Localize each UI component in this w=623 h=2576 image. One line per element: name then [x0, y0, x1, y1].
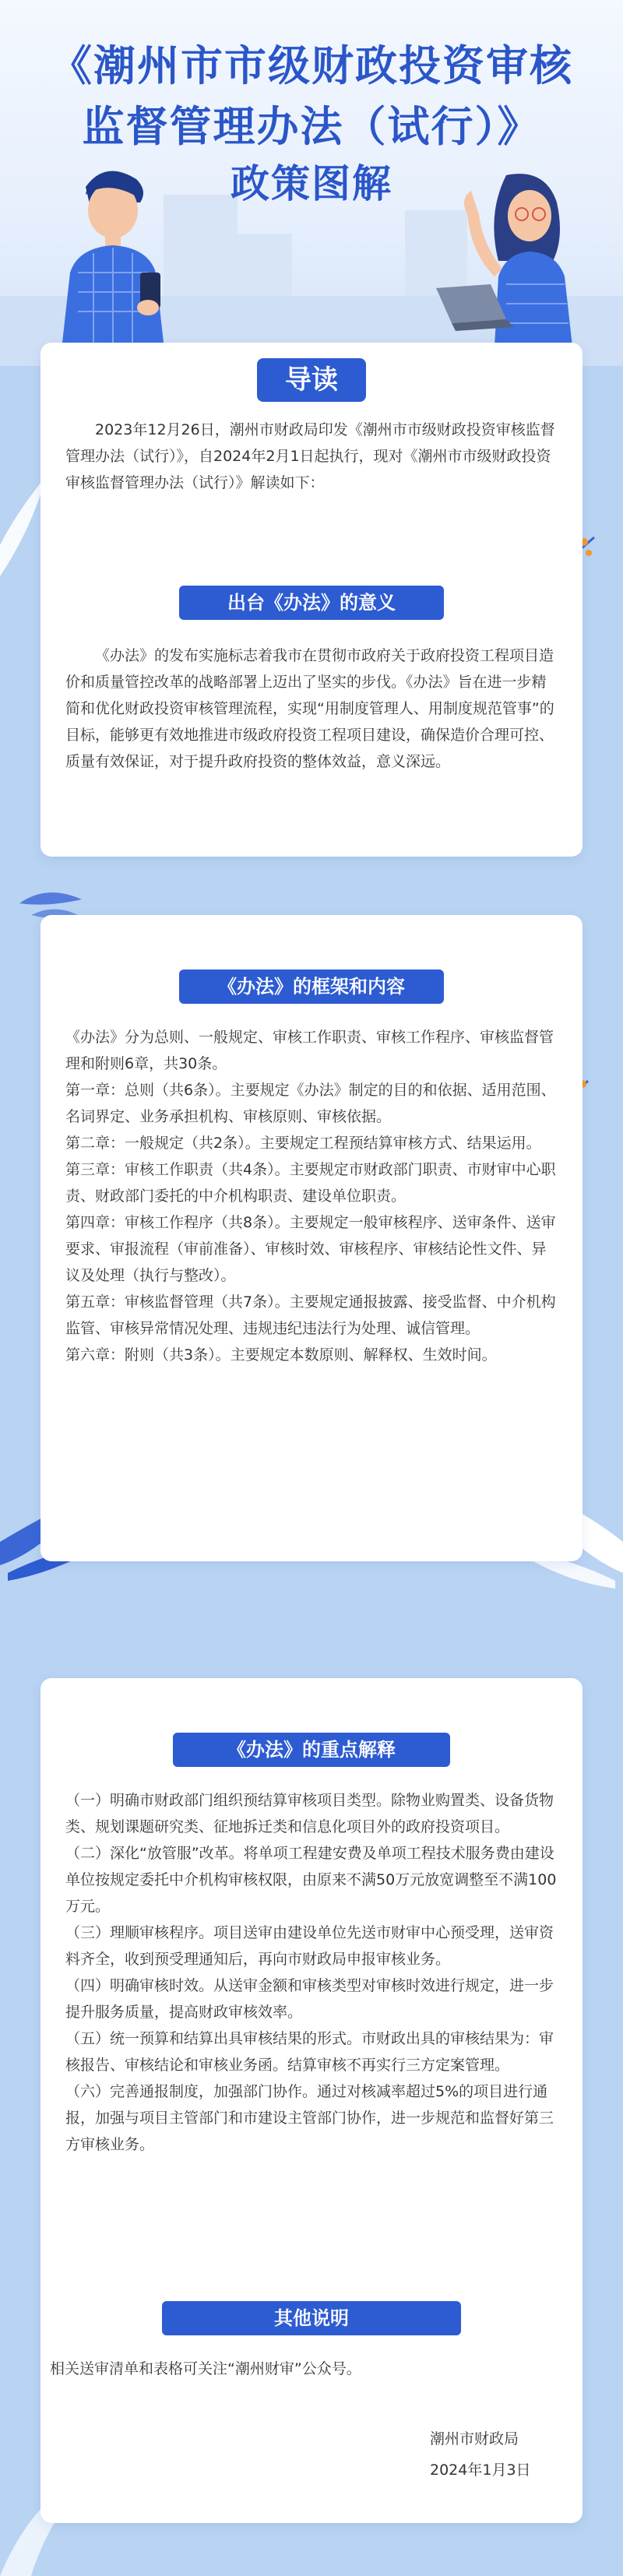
intro-badge: 导读 [257, 358, 366, 402]
title-line-1: 《潮州市市级财政投资审核 [50, 41, 573, 90]
issuer: 潮州市财政局 [430, 2430, 519, 2448]
key-point-item: （二）深化“放管服”改革。将单项工程建安费及单项工程技术服务费由建设单位按规定委托中介机构审核权限，由原来不满50万元放宽调整至不满100万元。 [65, 1845, 557, 1915]
key-point-item: （四）明确审核时效。从送审金额和审核类型对审核时效进行规定，进一步提升服务质量，提高财政审核效率。 [65, 1977, 554, 2021]
intro-paragraph [65, 417, 558, 496]
hero-banner [0, 0, 623, 366]
significance-heading: 出台《办法》的意义 [179, 586, 444, 620]
key-points-card [40, 1678, 583, 2523]
title-line-2: 监督管理办法（试行）》 [82, 102, 541, 151]
key-points-list [65, 1787, 558, 2158]
framework-item: 第三章：审核工作职责（共4条）。主要规定市财政部门职责、市财审中心职责、财政部门委托的中介机构职责、建设单位职责。 [65, 1161, 556, 1205]
framework-item: 第六章：附则（共3条）。主要规定本数原则、解释权、生效时间。 [65, 1346, 497, 1364]
key-point-item: （一）明确市财政部门组织预结算审核项目类型。除物业购置类、设备货物类、规划课题研究类、征地拆迁类和信息化项目外的政府投资项目。 [65, 1792, 554, 1835]
key-point-item: （五）统一预算和结算出具审核结果的形式。市财政出具的审核结果为：审核报告、审核结论和审核业务函。结算审核不再实行三方定案管理。 [65, 2030, 554, 2074]
key-points-heading: 《办法》的重点解释 [173, 1733, 450, 1767]
framework-item: 第五章：审核监督管理（共7条）。主要规定通报披露、接受监督、中介机构监管、审核异常情况处理、违规违纪违法行为处理、诚信管理。 [65, 1293, 556, 1337]
framework-item: 第四章：审核工作程序（共8条）。主要规定一般审核程序、送审条件、送审要求、审报流程（审前准备）、审核时效、审核程序、审核结论性文件、异议及处理（执行与整改）。 [65, 1214, 556, 1284]
significance-paragraph [65, 642, 558, 775]
man-with-phone-illustration [31, 156, 187, 343]
key-point-item: （三）理顺审核程序。项目送审由建设单位先送市财审中心预受理，送审资料齐全，收到预受理通知后，再向市财政局申报审核业务。 [65, 1924, 554, 1968]
framework-list [65, 1024, 558, 1368]
key-point-item: （六）完善通报制度，加强部门协作。通过对核减率超过5%的项目进行通报，加强与项目主管部门和市建设主管部门协作，进一步规范和监督好第三方审核业务。 [65, 2083, 554, 2153]
intro-card [40, 343, 583, 857]
other-paragraph [50, 2356, 564, 2382]
other-heading: 其他说明 [162, 2301, 461, 2335]
issue-date: 2024年1月3日 [430, 2462, 531, 2479]
framework-heading: 《办法》的框架和内容 [179, 970, 444, 1004]
woman-with-laptop-illustration [421, 167, 607, 347]
framework-item: 第二章：一般规定（共2条）。主要规定工程预结算审核方式、结果运用。 [65, 1135, 541, 1152]
framework-card [40, 915, 583, 1561]
other-text: 相关送审清单和表格可关注“潮州财审”公众号。 [50, 2360, 361, 2377]
significance-text: 《办法》的发布实施标志着我市在贯彻市政府关于政府投资工程项目造价和质量管控改革的战略部署上迈出了坚实的步伐。《办法》旨在进一步精简和优化财政投资审核管理流程，实现“用制度管理人、用制度规范管事”的目标，能够更有效地推进市级政府投资工程项目建设，确保造价合理可控、质量有效保证，对于提升政府投资的整体效益，意义深远。 [65, 647, 554, 770]
framework-item: 第一章：总则（共6条）。主要规定《办法》制定的目的和依据、适用范围、名词界定、业务承担机构、审核原则、审核依据。 [65, 1082, 556, 1125]
framework-item: 《办法》分为总则、一般规定、审核工作职责、审核工作程序、审核监督管理和附则6章，共30条。 [65, 1029, 554, 1072]
title-line-3: 政策图解 [231, 161, 392, 206]
intro-text: 2023年12月26日，潮州市财政局印发《潮州市市级财政投资审核监督管理办法（试行）》，自2024年2月1日起执行，现对《潮州市市级财政投资审核监督管理办法（试行）》解读如下： [65, 421, 555, 491]
